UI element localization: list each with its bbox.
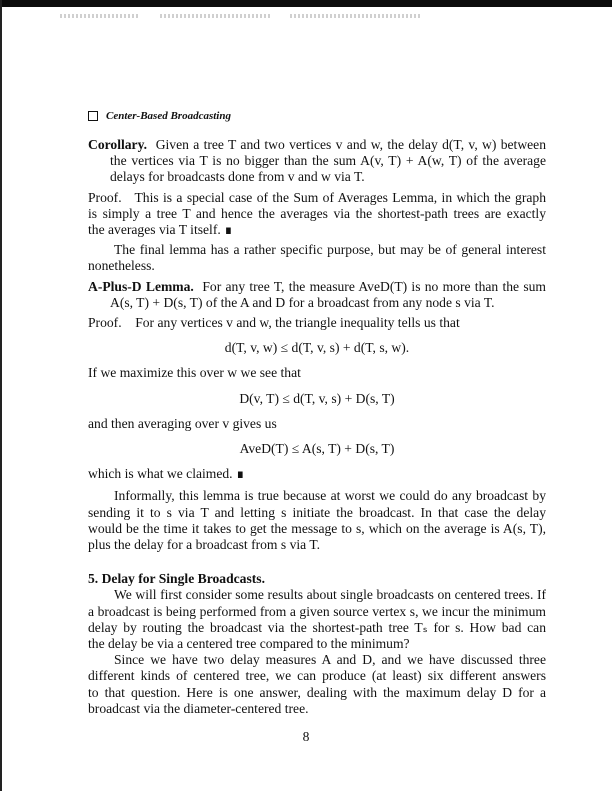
proof-2	[88, 315, 546, 482]
scan-noise	[160, 14, 270, 18]
text-line: plus the delay for a broadcast from s via T.	[88, 537, 321, 553]
scan-noise	[60, 14, 140, 18]
text-line: Given a tree T and two vertices v and w, the delay d(T, v, w) between	[155, 137, 546, 152]
equation: d(T, v, w) ≤ d(T, v, s) + d(T, s, w).	[224, 340, 410, 356]
text-line: This is a special case of the Sum of Averages Lemma, in which the graph	[134, 189, 546, 205]
text-line: the vertices via T is no bigger than the sum A(v, T) + A(w, T) of the average	[110, 153, 546, 169]
proof-1	[88, 190, 546, 239]
corollary-label: Corollary.	[88, 137, 148, 152]
paragraph	[88, 587, 546, 652]
page-body	[88, 108, 546, 745]
text-line: sending it to s via T and letting s initiate the broadcast. In that case the delay	[88, 504, 546, 520]
corollary	[88, 137, 546, 186]
equation: D(v, T) ≤ d(T, v, s) + D(s, T)	[239, 390, 395, 406]
running-header	[88, 108, 546, 124]
proof-label: Proof.	[88, 189, 122, 205]
scan-top-edge	[0, 0, 612, 7]
text-line: For any tree T, the measure AveD(T) is no more than the sum	[202, 278, 546, 294]
text-line: a broadcast is being performed from a given source vertex s, we incur the minimum	[88, 603, 546, 619]
lemma	[88, 279, 546, 311]
text-line: Since we have two delay measures A and D, and we have discussed three	[114, 652, 546, 668]
text-line: A(s, T) + D(s, T) of the A and D for a broadcast from any node s via T.	[110, 294, 495, 310]
running-title: Center-Based Broadcasting	[106, 110, 231, 122]
text-line: different kinds of centered tree, we can produce (at least) six different answers	[88, 668, 546, 684]
text-line: The final lemma has a rather specific purpose, but may be of general interest	[114, 242, 546, 258]
text-line: delays for broadcasts done from v and w via T.	[110, 169, 365, 185]
paragraph	[88, 242, 546, 274]
text-line: which is what we claimed. ∎	[88, 466, 245, 482]
equation: AveD(T) ≤ A(s, T) + D(s, T)	[239, 441, 395, 457]
square-icon	[88, 111, 98, 121]
text-line: the delay be via a centered tree compared to the minimum?	[88, 636, 410, 652]
text-line: If we maximize this over w we see that	[88, 365, 301, 381]
text-line: nonetheless.	[88, 258, 155, 274]
scan-noise	[290, 14, 420, 18]
text-line: We will first consider some results about single broadcasts on centered trees. If	[114, 587, 546, 603]
text-line: to that question. Here is one answer, dealing with the maximum delay D for a	[88, 684, 546, 700]
lemma-label: A-Plus-D Lemma.	[88, 278, 194, 294]
text-line: the averages via T itself. ∎	[88, 222, 233, 238]
paragraph	[88, 488, 546, 553]
section-heading: 5. Delay for Single Broadcasts.	[88, 571, 265, 587]
page-number: 8	[302, 729, 310, 745]
text-line: For any vertices v and w, the triangle inequality tells us that	[135, 315, 460, 331]
text-line: Informally, this lemma is true because at worst we could do any broadcast by	[114, 488, 546, 504]
proof-label: Proof.	[88, 315, 122, 331]
paragraph	[88, 652, 546, 717]
text-line: would be the time it takes to get the message to s, which on the average is A(s, T),	[88, 520, 546, 536]
text-line: is simply a tree T and hence the averages via the shortest-path trees are exactly	[88, 205, 546, 221]
text-line: delay by routing the broadcast via the shortest-path tree Tₛ for s. How bad can	[88, 619, 546, 635]
scan-left-edge	[0, 0, 2, 791]
text-line: and then averaging over v gives us	[88, 415, 277, 431]
text-line: broadcast via the diameter-centered tree.	[88, 700, 309, 716]
